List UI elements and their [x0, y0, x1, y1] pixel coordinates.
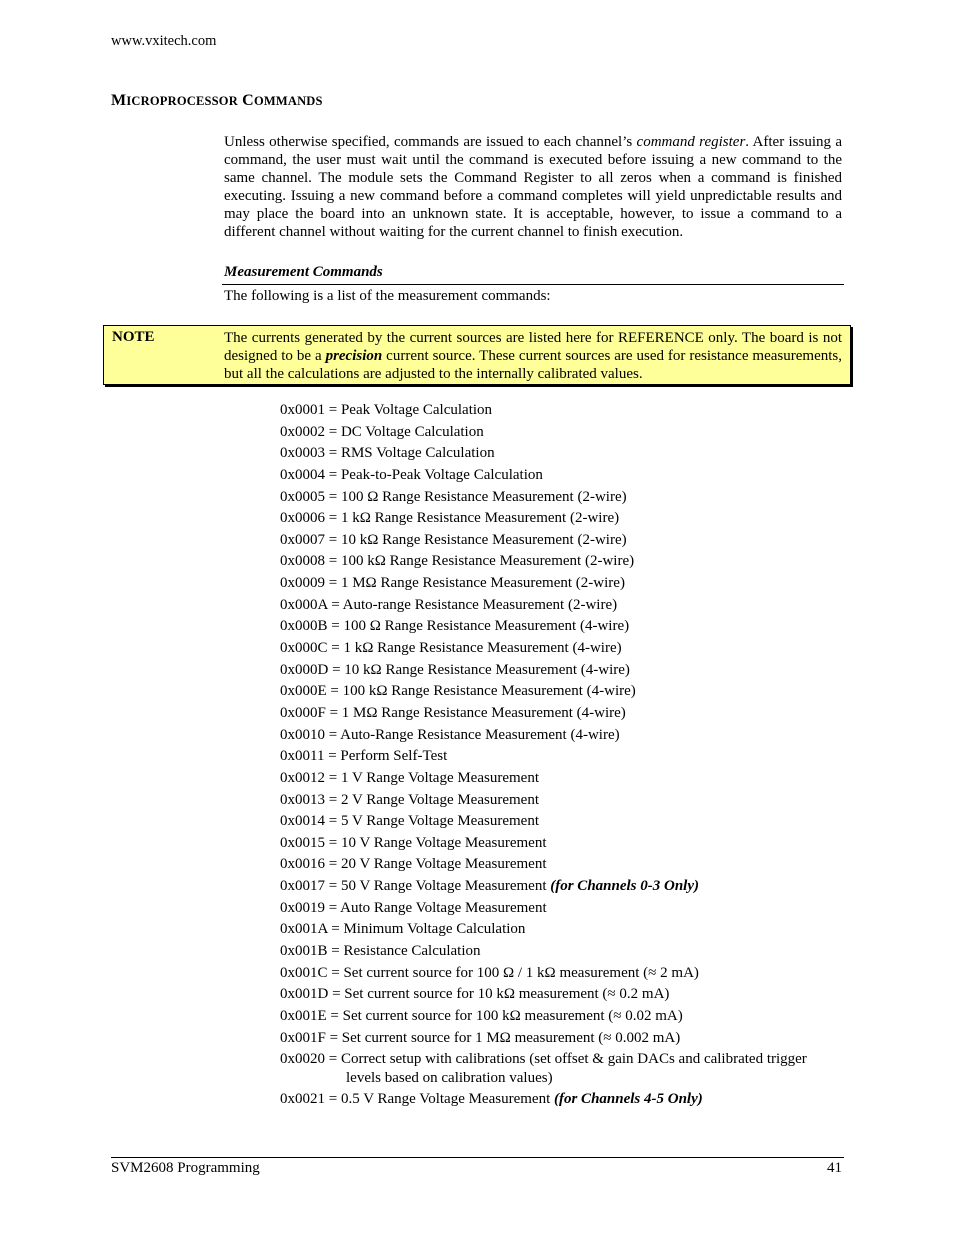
note-emph: precision [325, 348, 383, 364]
command-item: 0x001D = Set current source for 10 kΩ measurement (≈ 0.2 mA) [280, 986, 670, 1003]
command-item: 0x0001 = Peak Voltage Calculation [280, 402, 493, 418]
intro-paragraph [224, 133, 842, 241]
command-item: 0x0013 = 2 V Range Voltage Measurement [280, 791, 539, 808]
command-line1: 0x0020 = Correct setup with calibrations (set offset & gain DACs and calibrated trigger [280, 1051, 807, 1068]
subsection-divider [222, 284, 844, 285]
command-item: 0x0014 = 5 V Range Voltage Measurement [280, 813, 539, 830]
section-title-cap1: M [111, 92, 127, 109]
command-item: 0x0008 = 100 kΩ Range Resistance Measurement (2-wire) [280, 553, 635, 570]
command-item: 0x0003 = RMS Voltage Calculation [280, 445, 495, 462]
command-item: 0x0015 = 10 V Range Voltage Measurement [280, 834, 547, 851]
command-item-0x0017 [280, 876, 840, 898]
intro-part1: Unless otherwise specified, commands are issued to each channel’s [224, 134, 637, 150]
intro-italic: command register [636, 134, 746, 150]
command-line2: levels based on calibration values) [346, 1070, 553, 1087]
command-item: 0x000F = 1 MΩ Range Resistance Measurement (4-wire) [280, 704, 626, 721]
command-item: 0x0010 = Auto-Range Resistance Measurement (4-wire) [280, 726, 620, 743]
note-part2: current source. These current sources are used for resistance measurements, but all the calculations are adjusted to the internally calibrated values. [224, 348, 842, 382]
command-emphasis: (for Channels 4-5 Only) [553, 1091, 703, 1108]
command-item: 0x0009 = 1 MΩ Range Resistance Measurement (2-wire) [280, 575, 625, 592]
section-title-cap2: C [242, 92, 254, 109]
command-item: 0x0007 = 10 kΩ Range Resistance Measurement (2-wire) [280, 531, 627, 548]
command-item: 0x000E = 100 kΩ Range Resistance Measurement (4-wire) [280, 683, 636, 700]
command-item-0x0020 [280, 1049, 840, 1089]
command-emphasis: (for Channels 0-3 Only) [550, 878, 699, 895]
subsection-text: The following is a list of the measurement commands: [224, 288, 551, 304]
command-item: 0x0004 = Peak-to-Peak Voltage Calculation [280, 466, 543, 483]
footer-divider [111, 1157, 844, 1158]
command-item: 0x000C = 1 kΩ Range Resistance Measurement (4-wire) [280, 640, 622, 657]
section-title-rest2: OMMANDS [253, 94, 323, 108]
command-item: 0x000B = 100 Ω Range Resistance Measurement (4-wire) [280, 618, 630, 635]
command-item: 0x001C = Set current source for 100 Ω / 1 kΩ measurement (≈ 2 mA) [280, 964, 699, 981]
command-text: 0x0021 = 0.5 V Range Voltage Measurement [280, 1091, 554, 1108]
section-title-rest1: ICROPROCESSOR [126, 94, 238, 108]
header-url: www.vxitech.com [111, 33, 217, 49]
command-item: 0x0019 = Auto Range Voltage Measurement [280, 899, 547, 916]
command-item: 0x001B = Resistance Calculation [280, 943, 481, 960]
subsection-title: Measurement Commands [224, 264, 383, 280]
command-text: 0x0017 = 50 V Range Voltage Measurement [280, 878, 551, 895]
command-list [280, 400, 840, 1111]
page-number: 41 [827, 1160, 842, 1176]
footer-title: SVM2608 Programming [111, 1160, 260, 1176]
note-label: NOTE [112, 329, 155, 345]
note-part1: The currents generated by the current sources are listed here for REFERENCE only. The board is not designed to be a [224, 330, 842, 364]
command-item: 0x001E = Set current source for 100 kΩ measurement (≈ 0.02 mA) [280, 1007, 683, 1024]
command-item: 0x0012 = 1 V Range Voltage Measurement [280, 769, 539, 786]
section-title [111, 92, 323, 110]
command-item: 0x0011 = Perform Self-Test [280, 748, 448, 765]
intro-part2: . After issuing a command, the user must wait until the command is executed before issuing a new command to the same channel. The module sets the Command Register to all zeros when a command is finished executing. Issuing a new command before a command completes will yield unpredictable results and may place the board into an unknown state. It is acceptable, however, to issue a command to a different channel without waiting for the current channel to finish execution. [224, 134, 843, 240]
command-item: 0x0002 = DC Voltage Calculation [280, 423, 484, 440]
note-text [224, 329, 842, 383]
command-item: 0x000D = 10 kΩ Range Resistance Measurement (4-wire) [280, 661, 630, 678]
command-item: 0x001A = Minimum Voltage Calculation [280, 921, 526, 938]
command-item: 0x0006 = 1 kΩ Range Resistance Measurement (2-wire) [280, 510, 620, 527]
command-item: 0x000A = Auto-range Resistance Measurement (2-wire) [280, 596, 618, 613]
command-item: 0x0005 = 100 Ω Range Resistance Measurement (2-wire) [280, 488, 627, 505]
command-item: 0x001F = Set current source for 1 MΩ measurement (≈ 0.002 mA) [280, 1029, 681, 1046]
command-item: 0x0016 = 20 V Range Voltage Measurement [280, 856, 547, 873]
command-item-0x0021 [280, 1089, 840, 1111]
